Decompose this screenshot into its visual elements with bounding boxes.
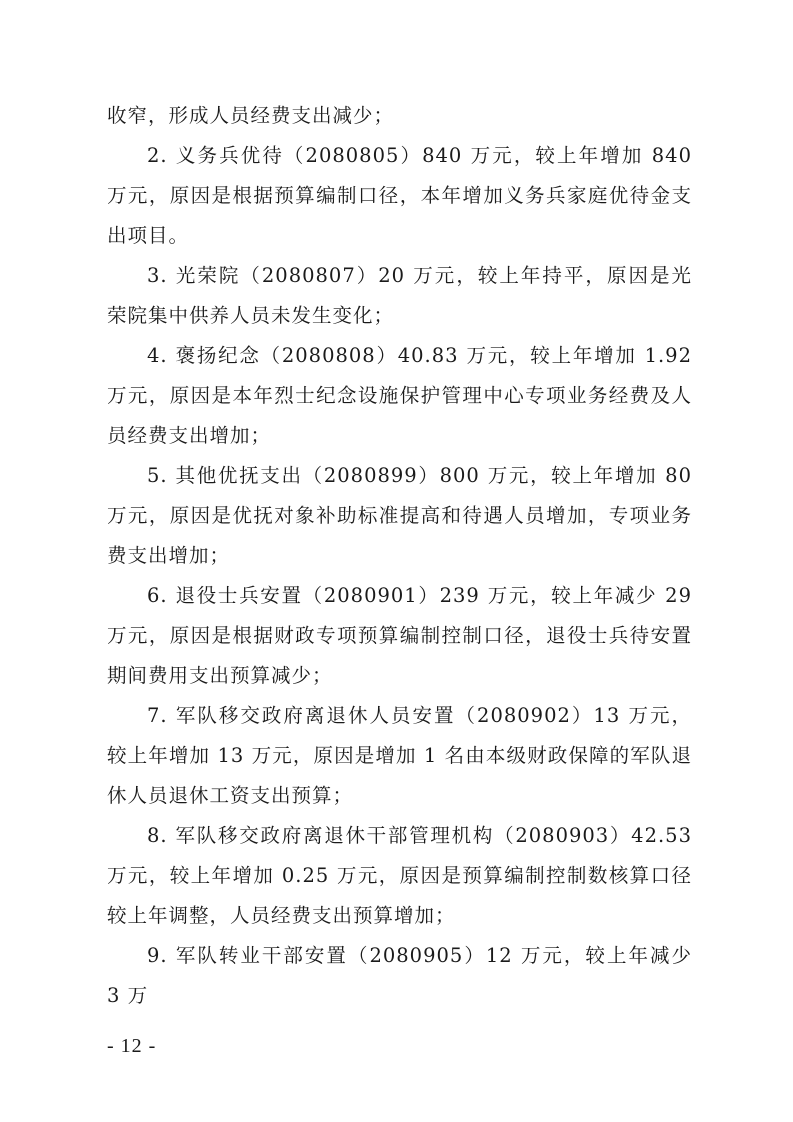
paragraph-continuation: 收窄，形成人员经费支出减少； bbox=[107, 104, 395, 127]
paragraph-item-4: 4. 褒扬纪念（2080808）40.83 万元，较上年增加 1.92 万元，原因是本年烈士纪念设施保护管理中心专项业务经费及人员经费支出增加； bbox=[107, 344, 692, 447]
page-number: - 12 - bbox=[107, 1035, 157, 1057]
paragraph-item-5: 5. 其他优抚支出（2080899）800 万元，较上年增加 80 万元，原因是优抚对象补助标准提高和待遇人员增加，专项业务费支出增加； bbox=[107, 464, 692, 567]
paragraph-item-6: 6. 退役士兵安置（2080901）239 万元，较上年减少 29 万元，原因是根据财政专项预算编制控制口径，退役士兵待安置期间费用支出预算减少； bbox=[107, 584, 692, 687]
paragraph-item-2: 2. 义务兵优待（2080805）840 万元，较上年增加 840 万元，原因是根据预算编制口径，本年增加义务兵家庭优待金支出项目。 bbox=[107, 144, 692, 247]
paragraph-item-3: 3. 光荣院（2080807）20 万元，较上年持平，原因是光荣院集中供养人员未发生变化； bbox=[107, 264, 692, 327]
paragraph-item-8: 8. 军队移交政府离退休干部管理机构（2080903）42.53 万元，较上年增加 0.25 万元，原因是预算编制控制数核算口径较上年调整，人员经费支出预算增加； bbox=[107, 824, 692, 927]
paragraph-item-9: 9. 军队转业干部安置（2080905）12 万元，较上年减少 3 万 bbox=[107, 944, 692, 1007]
paragraph-item-7: 7. 军队移交政府离退休人员安置（2080902）13 万元，较上年增加 13 万元，原因是增加 1 名由本级财政保障的军队退休人员退休工资支出预算； bbox=[107, 704, 692, 807]
document-body bbox=[107, 96, 692, 1016]
